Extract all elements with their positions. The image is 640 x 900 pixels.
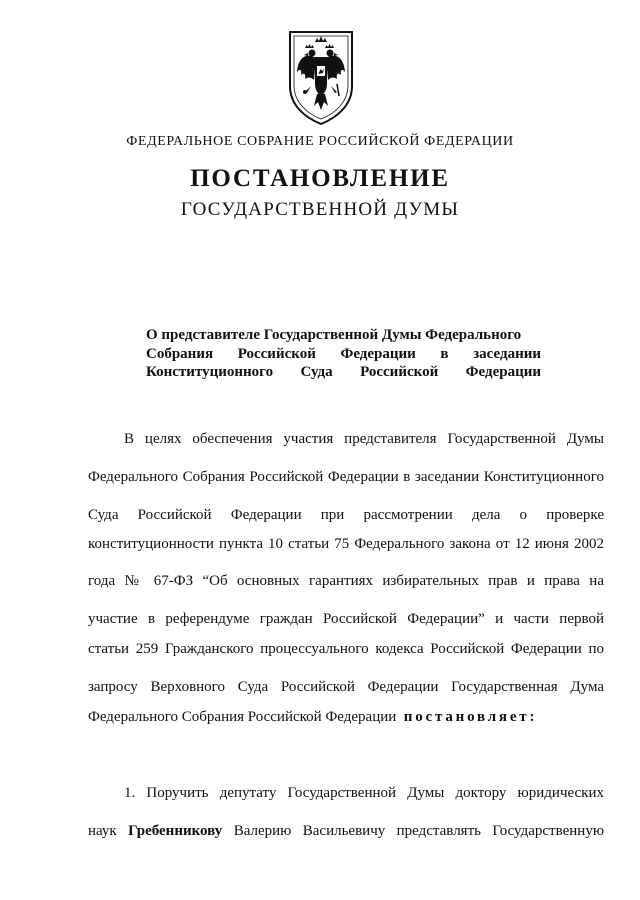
subject-line: Собрания Российской Федерации в заседании — [146, 345, 541, 362]
item-1-line — [88, 821, 604, 841]
document-type: ПОСТАНОВЛЕНИЕ — [190, 165, 450, 192]
preamble — [88, 0, 604, 900]
preamble-line: года № 67-ФЗ “Об основных гарантиях избирательных прав и права на — [88, 573, 604, 589]
preamble-line: Суда Российской Федерации при рассмотрении дела о проверке — [88, 507, 604, 523]
deputy-name: Гребенникову — [128, 823, 223, 839]
preamble-line: запросу Верховного Суда Российской Федерации Государственная Дума — [88, 679, 604, 695]
preamble-line: Федерального Собрания Российской Федерации в заседании Конституционного — [88, 469, 604, 485]
preamble-line — [88, 707, 604, 727]
preamble-line: участие в референдуме граждан Российской Федерации” и части первой — [88, 611, 604, 627]
item-1-text: Валерию Васильевичу представлять Государственную — [233, 823, 605, 839]
parliament-name: ФЕДЕРАЛЬНОЕ СОБРАНИЕ РОССИЙСКОЙ ФЕДЕРАЦИИ — [126, 134, 514, 149]
item-1-text: наук — [88, 823, 117, 839]
preamble-line-text: Федерального Собрания Российской Федерации — [88, 709, 397, 725]
resolves-word: постановляет: — [403, 709, 538, 725]
preamble-line: В целях обеспечения участия представителя Государственной Думы — [124, 431, 604, 447]
subject-line: Конституционного Суда Российской Федерации — [146, 364, 541, 380]
subject-line: О представителе Государственной Думы Федерального — [146, 327, 522, 343]
issuing-body: ГОСУДАРСТВЕННОЙ ДУМЫ — [180, 199, 460, 220]
item-1-line: 1. Поручить депутату Государственной Думы доктору юридических — [124, 785, 604, 801]
preamble-line: конституционности пункта 10 статьи 75 Федерального закона от 12 июня 2002 — [88, 536, 604, 552]
preamble-line: статьи 259 Гражданского процессуального кодекса Российской Федерации по — [88, 641, 604, 657]
